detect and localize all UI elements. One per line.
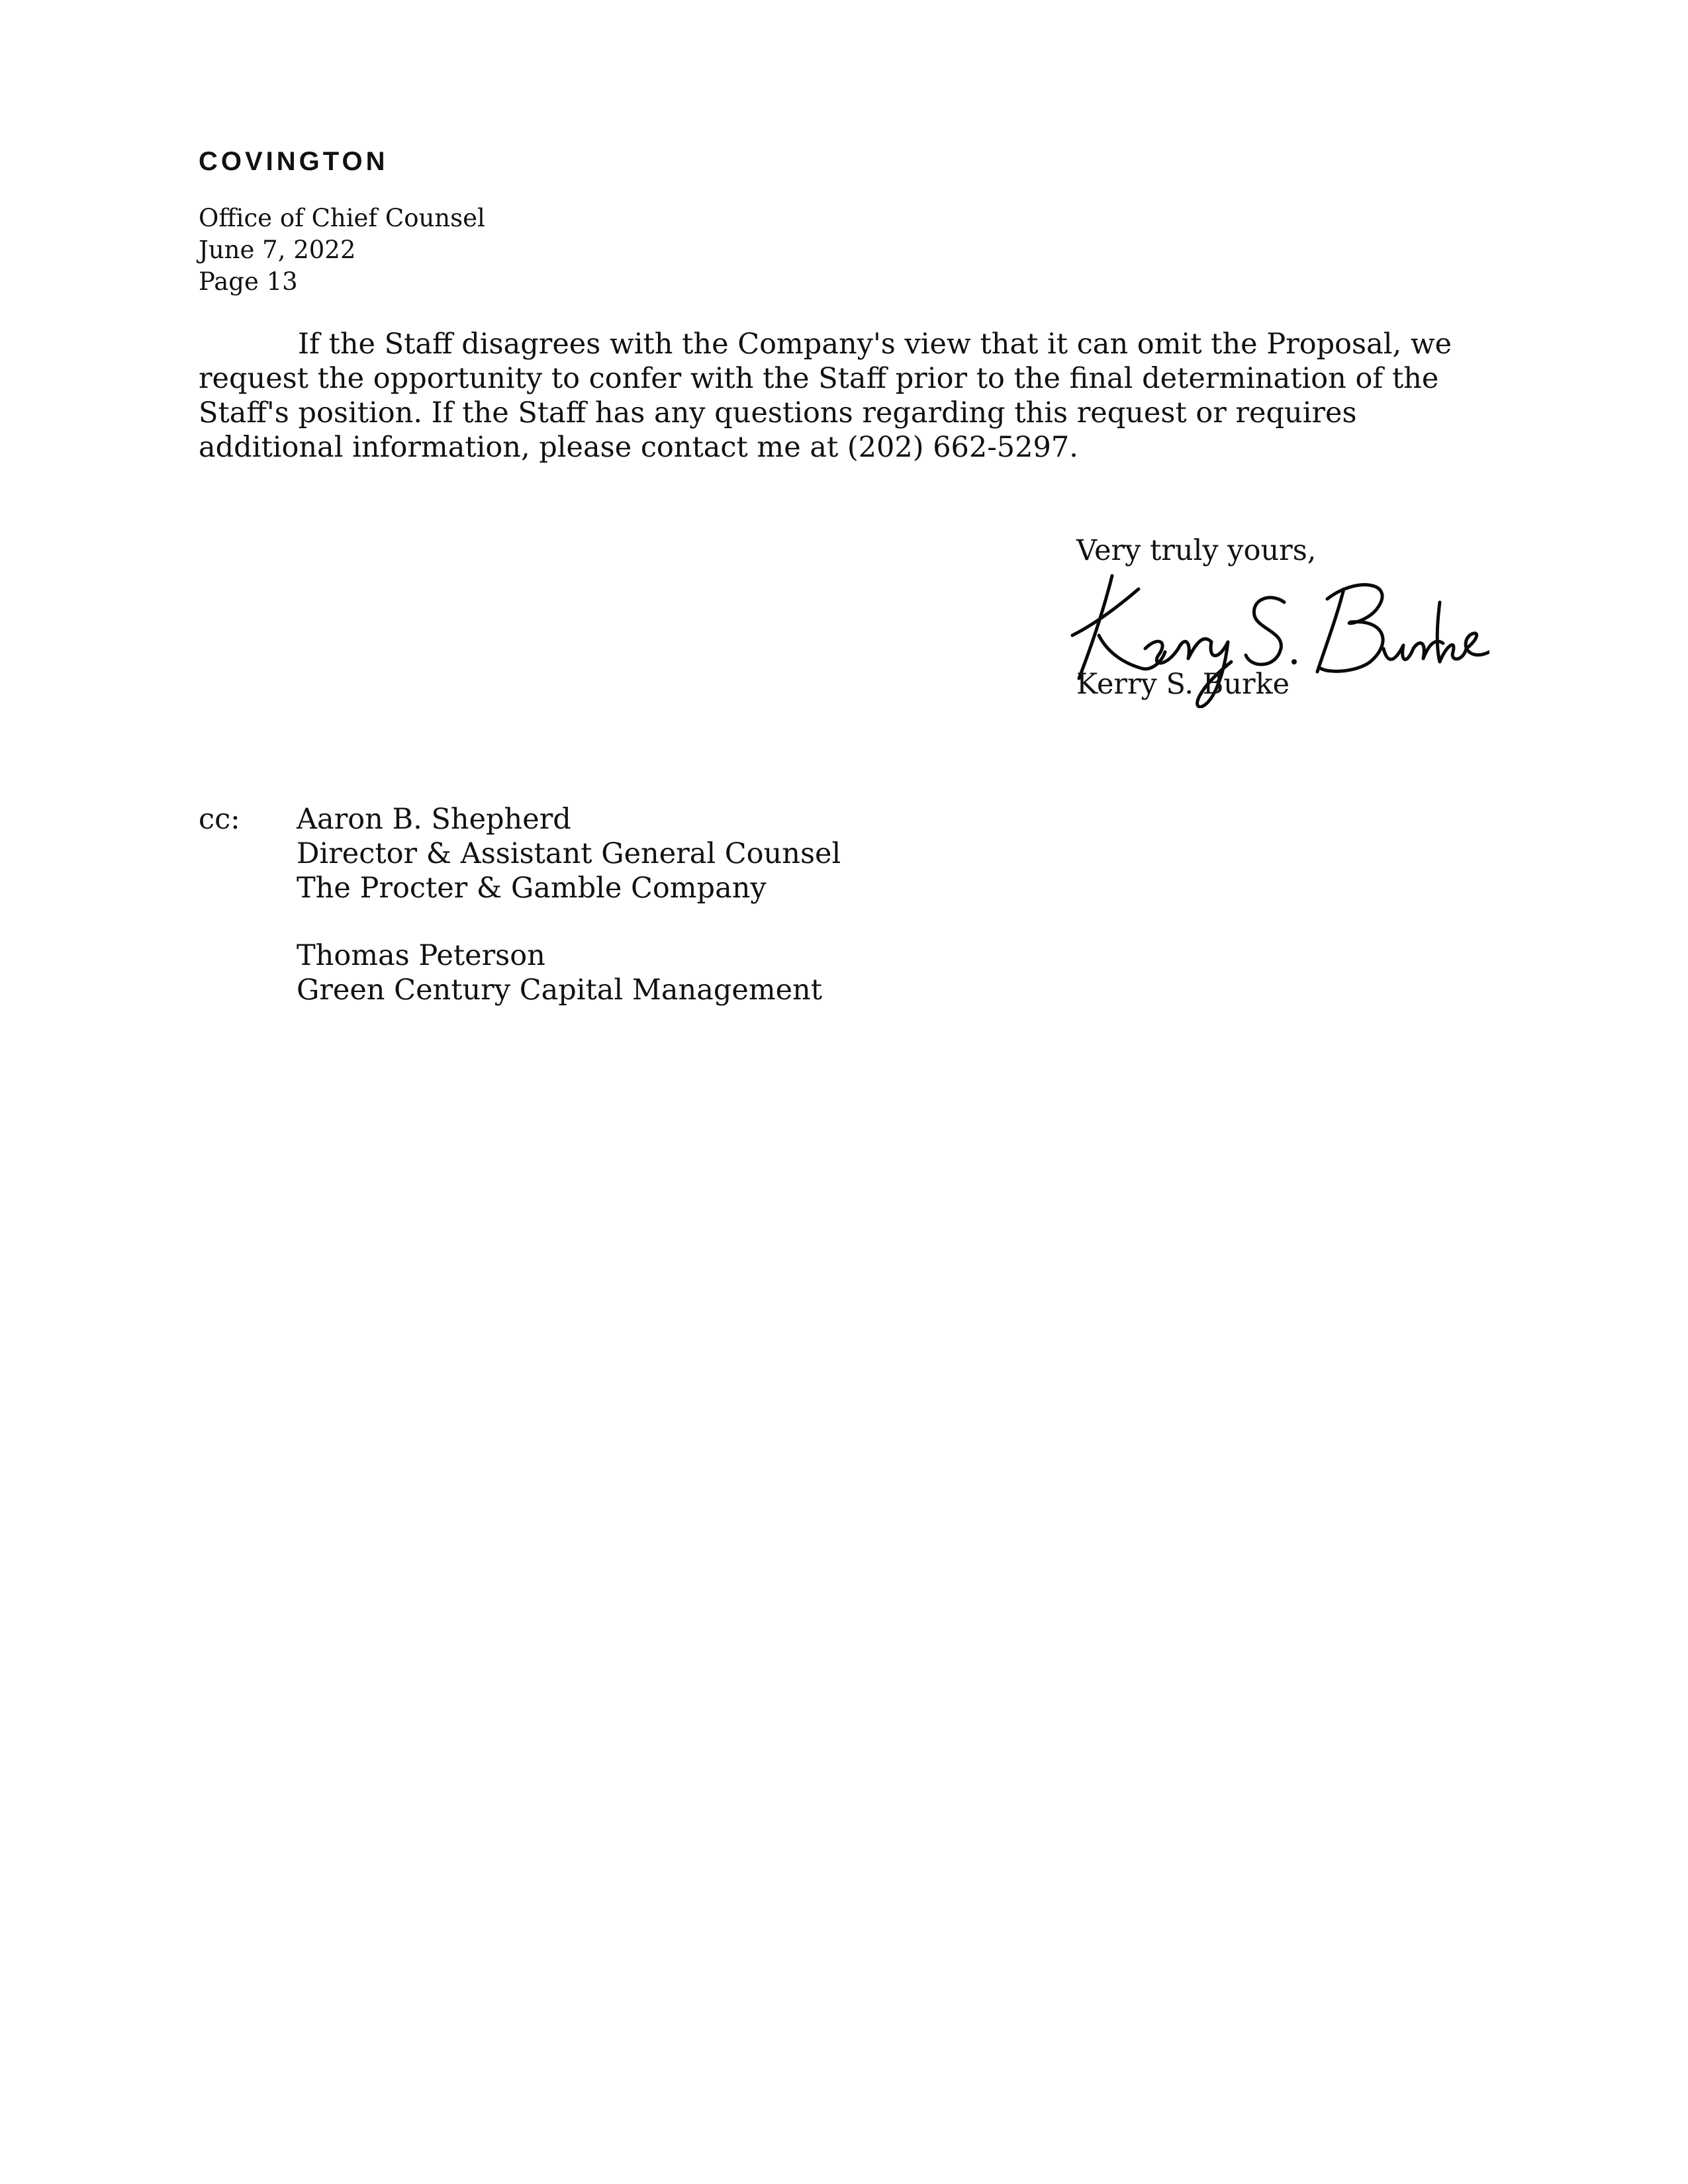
body-paragraph: If the Staff disagrees with the Company's view that it can omit the Proposal, we request the opportunity to confer with the Staff prior to the final determination of the Staff's position. If the Staff has any questions regarding this request or requires additional information, please contact me at (202) 662-5297. bbox=[199, 328, 1452, 464]
cc-recipient bbox=[297, 938, 822, 1007]
page-header bbox=[199, 203, 485, 298]
cc-recipient-organization: Green Century Capital Management bbox=[297, 974, 823, 1007]
firm-logo: COVINGTON bbox=[199, 147, 389, 176]
signer-name: Kerry S. Burke bbox=[1076, 668, 1290, 701]
letter-date: June 7, 2022 bbox=[199, 236, 356, 264]
recipient-office: Office of Chief Counsel bbox=[199, 204, 485, 232]
cc-recipient-title: Director & Assistant General Counsel bbox=[297, 837, 841, 870]
cc-label: cc: bbox=[199, 803, 240, 836]
cc-recipient-name: Aaron B. Shepherd bbox=[297, 803, 571, 836]
cc-recipient-organization: The Procter & Gamble Company bbox=[297, 872, 767, 905]
cc-recipient bbox=[297, 802, 841, 905]
closing-salutation: Very truly yours, bbox=[1076, 534, 1317, 567]
page-number: Page 13 bbox=[199, 267, 298, 296]
cc-recipient-name: Thomas Peterson bbox=[297, 939, 545, 972]
